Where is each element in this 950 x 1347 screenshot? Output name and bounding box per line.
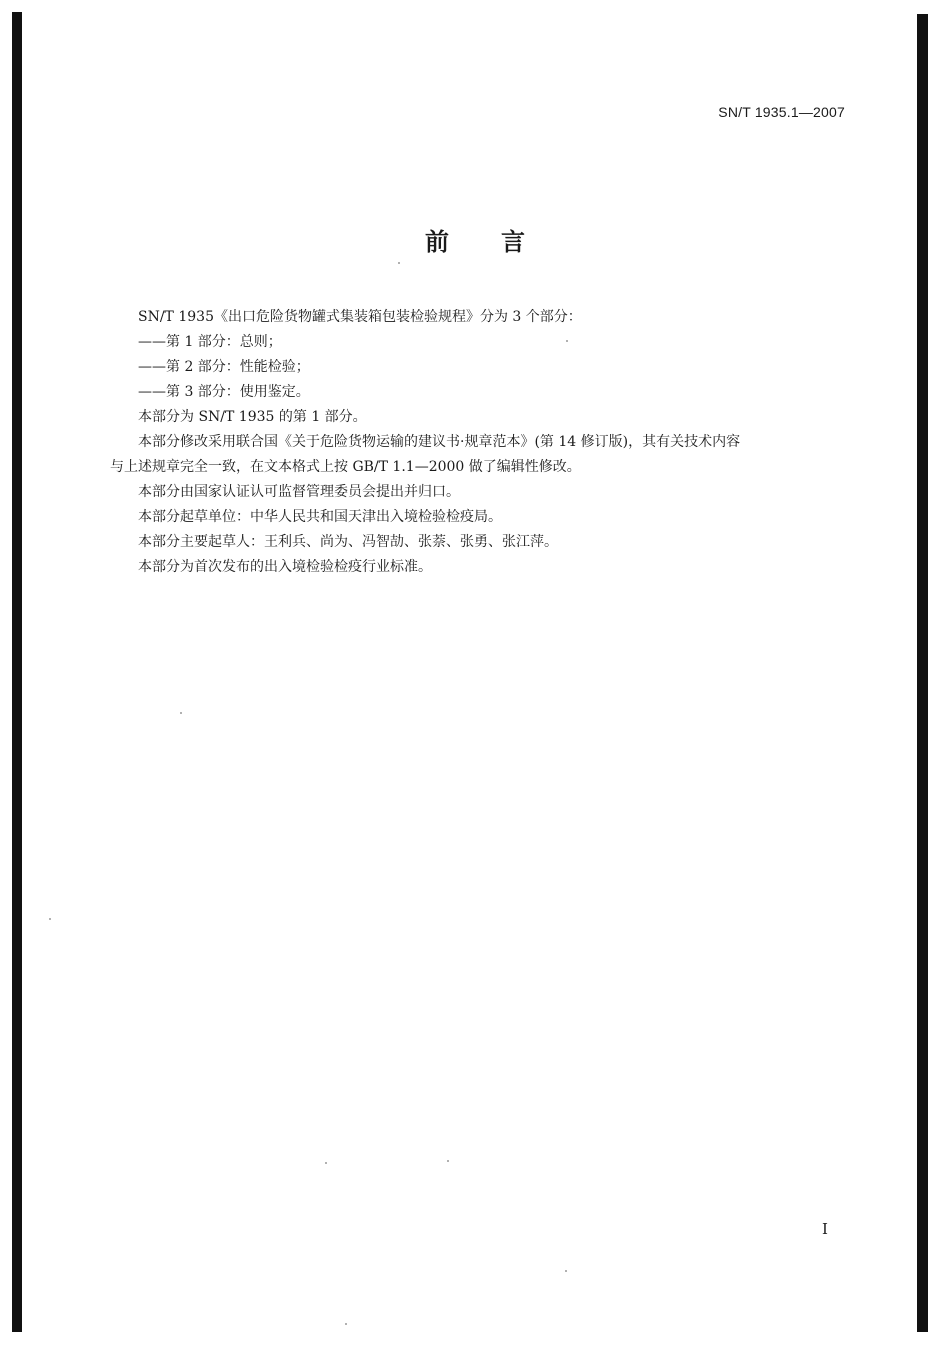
list-item-part-3: ——第 3 部分：使用鉴定。: [138, 384, 310, 400]
scan-speck: [566, 340, 568, 342]
scan-speck: [447, 1160, 449, 1162]
paragraph-intro: SN/T 1935《出口危险货物罐式集装箱包装检验规程》分为 3 个部分：: [138, 309, 582, 325]
document-number: SN/T 1935.1—2007: [718, 104, 845, 120]
paragraph-first-release: 本部分为首次发布的出入境检验检疫行业标准。: [138, 559, 432, 575]
page-number: I: [822, 1220, 828, 1238]
paragraph-part-statement: 本部分为 SN/T 1935 的第 1 部分。: [138, 409, 367, 425]
title-char-1: 前: [425, 228, 449, 256]
scan-speck: [180, 712, 182, 714]
scan-speck: [345, 1323, 347, 1325]
list-item-part-2: ——第 2 部分：性能检验；: [138, 359, 310, 375]
scan-speck: [325, 1162, 327, 1164]
paragraph-adoption-line-2: 与上述规章完全一致，在文本格式上按 GB/T 1.1—2000 做了编辑性修改。: [110, 459, 581, 475]
scan-speck: [398, 262, 400, 264]
scan-speck: [49, 918, 51, 920]
scan-speck: [565, 1270, 567, 1272]
page-title: [0, 222, 950, 257]
paragraph-proposer: 本部分由国家认证认可监督管理委员会提出并归口。: [138, 484, 460, 500]
paragraph-drafting-unit: 本部分起草单位：中华人民共和国天津出入境检验检疫局。: [138, 509, 502, 525]
paragraph-drafters: 本部分主要起草人：王利兵、尚为、冯智劼、张萘、张勇、张江萍。: [138, 534, 558, 550]
scan-edge-right: [917, 14, 928, 1332]
paragraph-adoption-line-1: 本部分修改采用联合国《关于危险货物运输的建议书·规章范本》(第 14 修订版)，其有关技术内容: [138, 434, 741, 450]
list-item-part-1: ——第 1 部分：总则；: [138, 334, 282, 350]
title-char-2: 言: [501, 228, 525, 256]
scan-edge-left: [12, 12, 22, 1332]
